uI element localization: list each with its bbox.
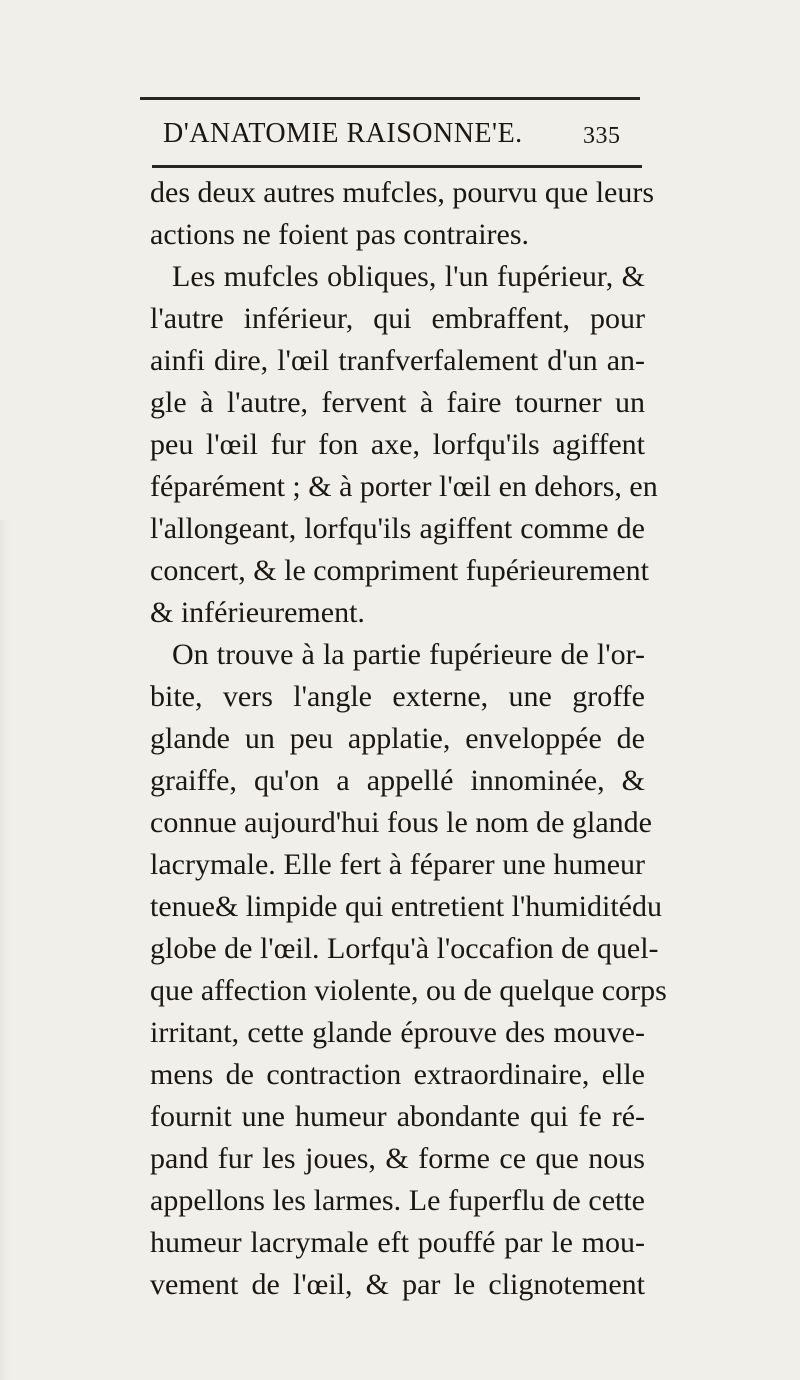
- text-line: bite, vers l'angle externe, une groffe: [150, 680, 645, 713]
- text-line: vement de l'œil, & par le clignotement: [150, 1268, 645, 1301]
- text-line: appellons les larmes. Le fuperflu de cette: [150, 1184, 645, 1217]
- text-line: gle à l'autre, fervent à faire tourner un: [150, 386, 645, 419]
- text-line: On trouve à la partie fupérieure de l'or-: [172, 638, 645, 671]
- running-title: D'ANATOMIE RAISONNE'E.: [163, 118, 523, 149]
- running-header: [163, 118, 683, 158]
- text-line: Les mufcles obliques, l'un fupérieur, &: [172, 260, 645, 293]
- text-line: pand fur les joues, & forme ce que nous: [150, 1142, 645, 1175]
- page-number: 335: [583, 123, 621, 149]
- text-line: tenue& limpide qui entretient l'humiditédu: [150, 890, 662, 923]
- page-gutter-shadow: [0, 520, 10, 1380]
- text-line: connue aujourd'hui fous le nom de glande: [150, 806, 652, 839]
- text-line: humeur lacrymale eft pouffé par le mou-: [150, 1226, 645, 1259]
- text-line: féparément ; & à porter l'œil en dehors, en: [150, 470, 658, 503]
- text-line: globe de l'œil. Lorfqu'à l'occafion de quel-: [150, 932, 659, 965]
- text-line: l'allongeant, lorfqu'ils agiffent comme de: [150, 512, 645, 545]
- text-line: peu l'œil fur fon axe, lorfqu'ils agiffent: [150, 428, 645, 461]
- text-line: que affection violente, ou de quelque corps: [150, 974, 667, 1007]
- text-line: actions ne foient pas contraires.: [150, 218, 530, 251]
- text-line: irritant, cette glande éprouve des mouve-: [150, 1016, 645, 1049]
- text-line: graiffe, qu'on a appellé innominée, &: [150, 764, 645, 797]
- text-line: & inférieurement.: [150, 596, 365, 629]
- text-line: concert, & le compriment fupérieurement: [150, 554, 649, 587]
- top-rule: [140, 97, 640, 100]
- body-text: [150, 172, 667, 1306]
- header-rule: [152, 165, 642, 168]
- text-line: l'autre inférieur, qui embraffent, pour: [150, 302, 645, 335]
- text-line: des deux autres mufcles, pourvu que leurs: [150, 176, 655, 209]
- text-line: glande un peu applatie, enveloppée de: [150, 722, 645, 755]
- text-line: mens de contraction extraordinaire, elle: [150, 1058, 645, 1091]
- text-line: lacrymale. Elle fert à féparer une humeur: [150, 848, 645, 881]
- text-line: fournit une humeur abondante qui fe ré-: [150, 1100, 645, 1133]
- text-line: ainfi dire, l'œil tranfverfalement d'un an-: [150, 344, 645, 377]
